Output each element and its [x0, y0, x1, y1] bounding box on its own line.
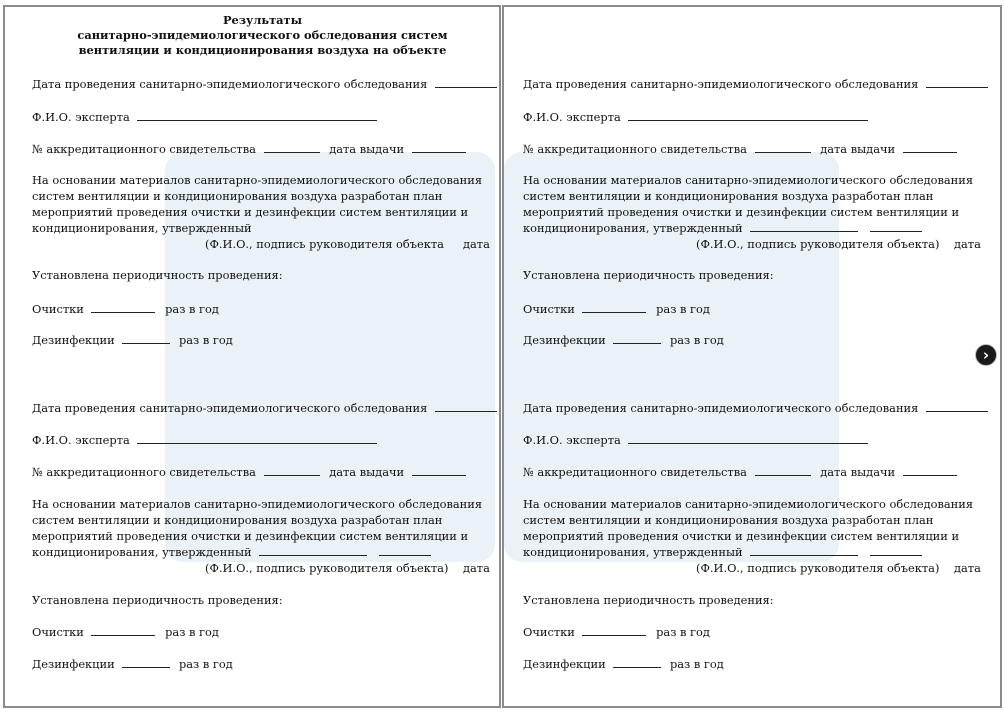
disinfection-row: [523, 657, 724, 671]
periodicity-heading: Установлена периодичность проведения:: [523, 268, 774, 282]
issue-date-label: дата выдачи: [820, 465, 896, 479]
disinfection-per-year-label: раз в год: [669, 333, 724, 347]
basis-line-4: кондиционирования, утвержденный: [32, 545, 252, 559]
cleaning-frequency-field[interactable]: [582, 302, 646, 313]
plan-approver-field[interactable]: [259, 545, 367, 556]
expert-name-label: Ф.И.О. эксперта: [32, 110, 130, 124]
accreditation-row: [523, 465, 957, 479]
disinfection-per-year-label: раз в год: [669, 657, 724, 671]
basis-line-2: систем вентиляции и кондиционирования воздуха разработан план: [32, 513, 443, 527]
signature-caption: (Ф.И.О., подпись руководителя объекта): [205, 561, 449, 575]
periodicity-heading: Установлена периодичность проведения:: [523, 593, 774, 607]
accreditation-number-field[interactable]: [755, 142, 811, 153]
cleaning-frequency-field[interactable]: [91, 302, 155, 313]
cleaning-row: [32, 625, 219, 639]
disinfection-label: Дезинфекции: [32, 333, 115, 347]
signature-caption: (Ф.И.О., подпись руководителя объекта: [205, 237, 444, 251]
disinfection-label: Дезинфекции: [32, 657, 115, 671]
basis-line-3: мероприятий проведения очистки и дезинфекции систем вентиляции и: [32, 529, 469, 543]
inspection-date-field[interactable]: [926, 77, 988, 88]
accreditation-row: [523, 142, 957, 156]
accreditation-number-field[interactable]: [264, 142, 320, 153]
cleaning-per-year-label: раз в год: [165, 625, 219, 639]
basis-line-4: кондиционирования, утвержденный: [32, 221, 252, 235]
issue-date-label: дата выдачи: [820, 142, 896, 156]
inspection-date-row: [523, 77, 988, 91]
basis-line-1: На основании материалов санитарно-эпидемиологического обследования: [32, 497, 483, 511]
document-title: [5, 13, 501, 58]
inspection-date-label: Дата проведения санитарно-эпидемиологического обследования: [32, 77, 428, 91]
basis-line-1: На основании материалов санитарно-эпидемиологического обследования: [32, 173, 483, 187]
accreditation-number-label: № аккредитационного свидетельства: [32, 142, 256, 156]
expert-name-label: Ф.И.О. эксперта: [523, 110, 621, 124]
cleaning-label: Очистки: [523, 302, 575, 316]
basis-line-4: кондиционирования, утвержденный: [523, 221, 743, 235]
disinfection-frequency-field[interactable]: [613, 333, 661, 344]
inspection-date-label: Дата проведения санитарно-эпидемиологического обследования: [32, 401, 428, 415]
inspection-date-field[interactable]: [926, 401, 988, 412]
accreditation-number-label: № аккредитационного свидетельства: [32, 465, 256, 479]
cleaning-row: [32, 302, 219, 316]
plan-approval-date-field[interactable]: [870, 545, 922, 556]
signature-date-caption: дата: [954, 237, 981, 251]
disinfection-label: Дезинфекции: [523, 657, 606, 671]
issue-date-field[interactable]: [903, 465, 957, 476]
disinfection-frequency-field[interactable]: [122, 657, 170, 668]
issue-date-field[interactable]: [412, 465, 466, 476]
disinfection-row: [32, 333, 233, 347]
basis-line-1: На основании материалов санитарно-эпидемиологического обследования: [523, 497, 974, 511]
title-line-3: вентиляции и кондиционирования воздуха на объекте: [78, 43, 447, 57]
basis-line-3: мероприятий проведения очистки и дезинфекции систем вентиляции и: [32, 205, 469, 219]
cleaning-per-year-label: раз в год: [165, 302, 219, 316]
expert-name-row: [32, 433, 377, 447]
signature-date-caption: дата: [463, 237, 490, 251]
plan-approval-date-field[interactable]: [870, 221, 922, 232]
periodicity-heading: Установлена периодичность проведения:: [32, 593, 283, 607]
title-line-2: санитарно-эпидемиологического обследования систем: [77, 28, 448, 42]
expert-name-label: Ф.И.О. эксперта: [523, 433, 621, 447]
basis-line-4-row: [32, 545, 431, 559]
issue-date-label: дата выдачи: [329, 142, 405, 156]
accreditation-row: [32, 465, 466, 479]
disinfection-label: Дезинфекции: [523, 333, 606, 347]
basis-line-4-row: [523, 545, 922, 559]
basis-line-4-row: [523, 221, 922, 235]
form-page-right: [502, 5, 1002, 708]
basis-line-1: На основании материалов санитарно-эпидемиологического обследования: [523, 173, 974, 187]
expert-name-field[interactable]: [628, 433, 868, 444]
basis-line-2: систем вентиляции и кондиционирования воздуха разработан план: [32, 189, 443, 203]
signature-caption: (Ф.И.О., подпись руководителя объекта): [696, 561, 940, 575]
cleaning-label: Очистки: [32, 302, 84, 316]
expert-name-field[interactable]: [137, 110, 377, 121]
expert-name-label: Ф.И.О. эксперта: [32, 433, 130, 447]
cleaning-per-year-label: раз в год: [656, 625, 710, 639]
basis-line-2: систем вентиляции и кондиционирования воздуха разработан план: [523, 189, 934, 203]
accreditation-number-label: № аккредитационного свидетельства: [523, 142, 747, 156]
cleaning-label: Очистки: [32, 625, 84, 639]
issue-date-field[interactable]: [412, 142, 466, 153]
plan-approval-date-field[interactable]: [379, 545, 431, 556]
plan-approver-field[interactable]: [750, 221, 858, 232]
accreditation-number-field[interactable]: [755, 465, 811, 476]
inspection-date-row: [32, 77, 497, 91]
accreditation-number-label: № аккредитационного свидетельства: [523, 465, 747, 479]
inspection-date-label: Дата проведения санитарно-эпидемиологического обследования: [523, 77, 919, 91]
expert-name-row: [523, 110, 868, 124]
disinfection-per-year-label: раз в год: [178, 657, 233, 671]
accreditation-number-field[interactable]: [264, 465, 320, 476]
cleaning-row: [523, 625, 710, 639]
plan-approver-field[interactable]: [750, 545, 858, 556]
inspection-date-field[interactable]: [435, 77, 497, 88]
periodicity-heading: Установлена периодичность проведения:: [32, 268, 283, 282]
cleaning-row: [523, 302, 710, 316]
expert-name-field[interactable]: [628, 110, 868, 121]
cleaning-label: Очистки: [523, 625, 575, 639]
basis-line-4: кондиционирования, утвержденный: [523, 545, 743, 559]
title-line-1: Результаты: [222, 13, 303, 27]
disinfection-per-year-label: раз в год: [178, 333, 233, 347]
cleaning-per-year-label: раз в год: [656, 302, 710, 316]
expert-name-field[interactable]: [137, 433, 377, 444]
inspection-date-label: Дата проведения санитарно-эпидемиологического обследования: [523, 401, 919, 415]
signature-caption: (Ф.И.О., подпись руководителя объекта): [696, 237, 940, 251]
disinfection-row: [32, 657, 233, 671]
cleaning-frequency-field[interactable]: [582, 625, 646, 636]
signature-date-caption: дата: [954, 561, 981, 575]
issue-date-field[interactable]: [903, 142, 957, 153]
disinfection-row: [523, 333, 724, 347]
issue-date-label: дата выдачи: [329, 465, 405, 479]
signature-date-caption: дата: [463, 561, 490, 575]
basis-line-3: мероприятий проведения очистки и дезинфекции систем вентиляции и: [523, 529, 960, 543]
inspection-date-field[interactable]: [435, 401, 497, 412]
basis-line-2: систем вентиляции и кондиционирования воздуха разработан план: [523, 513, 934, 527]
form-page-left: [3, 5, 501, 708]
expert-name-row: [32, 110, 377, 124]
basis-line-3: мероприятий проведения очистки и дезинфекции систем вентиляции и: [523, 205, 960, 219]
accreditation-row: [32, 142, 466, 156]
inspection-date-row: [32, 401, 497, 415]
inspection-date-row: [523, 401, 988, 415]
chevron-right-icon[interactable]: ›: [975, 344, 997, 366]
disinfection-frequency-field[interactable]: [122, 333, 170, 344]
expert-name-row: [523, 433, 868, 447]
cleaning-frequency-field[interactable]: [91, 625, 155, 636]
disinfection-frequency-field[interactable]: [613, 657, 661, 668]
